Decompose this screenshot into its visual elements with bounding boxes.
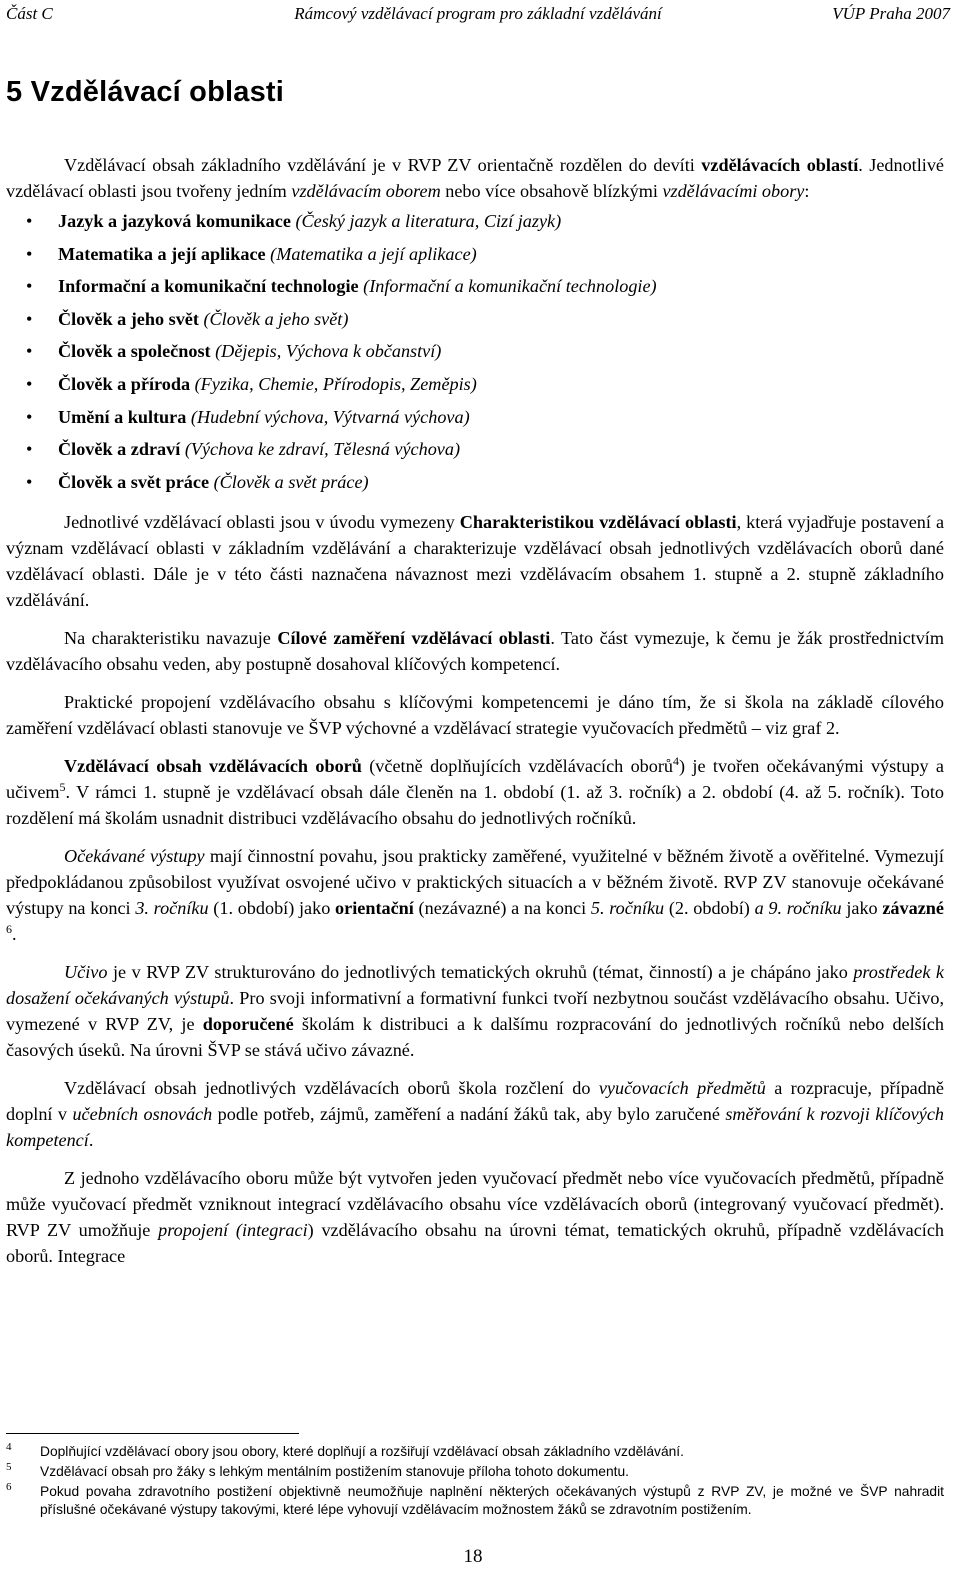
text-run: . V rámci 1. stupně je vzdělávací obsah dále členěn na 1. období (1. až 3. ročník) a 2. období (4. až 5. ročník). Toto rozdělení má školám usnadnit distribuci vzdělávacího obsahu do jednotlivých ročníků. [6,782,944,829]
list-item [6,241,944,274]
paragraph-expected-outcomes [6,843,944,947]
text-run: , která vyjadřuje postavení a význam vzdělávací oblasti v základním vzdělávání a charakterizuje vzdělávací obsah jednotlivých vzdělávacích oborů dané vzdělávací oblasti. Dále je v této části naznačena návaznost mezi vzdělávacím obsahem 1. stupně a 2. stupně základního vzdělávání. [6,512,945,611]
bold-term: závazné [882,898,944,919]
list-item [6,273,944,306]
footnote-ref[interactable]: 4 [673,754,680,769]
text-run: Jednotlivé vzdělávací oblasti jsou v úvodu vymezeny [64,512,460,533]
list-item [6,208,944,241]
list-item [6,306,944,339]
bold-term: orientační [335,898,414,919]
text-run: nebo více obsahově blízkými [440,181,663,201]
list-item [6,404,944,437]
text-run: . [12,924,17,945]
page-number: 18 [463,1546,483,1567]
area-name: Jazyk a jazyková komunikace [58,211,291,231]
area-fields: (Fyzika, Chemie, Přírodopis, Zeměpis) [190,373,477,394]
intro-paragraph [6,152,944,204]
footnote-number: 4 [6,1441,12,1453]
area-name: Umění a kultura [58,406,187,427]
text-run: (2. období) [664,898,755,919]
footnote-ref[interactable]: 6 [6,922,12,937]
list-item [6,469,944,502]
italic-term: propojení (integraci [158,1220,308,1241]
paragraph-integration [6,1165,944,1269]
area-name: Člověk a jeho svět [58,308,199,329]
footnote-text: Vzdělávací obsah pro žáky s lehkým mentálním postižením stanovuje příloha tohoto dokumentu. [40,1464,629,1479]
area-fields: (Informační a komunikační technologie) [358,276,657,297]
italic-term: 5. ročníku [590,898,665,919]
area-name: Informační a komunikační technologie [58,276,359,297]
body-text [6,152,944,1269]
footnote-text: Pokud povaha zdravotního postižení objektivně neumožňuje naplnění některých očekávaných výstupů z RVP ZV, je možné ve ŠVP nahradit příslušné očekávané výstupy takovými, které lépe vyhovují vzdělávacím možnostem žáků se zdravotním postižením. [40,1484,944,1517]
bold-term: Charakteristikou vzdělávací oblasti [459,512,737,533]
text-run: ) je tvořen očekávanými výstupy a učivem [6,756,945,803]
text-run: Na charakteristiku navazuje [64,628,278,649]
footnote [6,1483,944,1519]
italic-term: vyučovacích předmětů [598,1078,766,1099]
footnote-number: 6 [6,1481,12,1493]
text-run: . [88,1130,94,1151]
bold-term: Vzdělávací obsah vzdělávacích oborů [64,756,362,777]
area-name: Člověk a zdraví [58,439,181,460]
area-fields: (Výchova ke zdraví, Tělesná výchova) [180,439,461,460]
list-item [6,436,944,469]
text-run: . Pro svoji informativní a formativní funkci tvoří nezbytnou součást vzdělávacího obsahu. Učivo, vymezené v RVP ZV, je [6,988,944,1035]
text-run: . Jednotlivé vzdělávací oblasti jsou tvořeny jedním [6,155,944,201]
educational-areas-list [6,208,944,501]
area-name: Člověk a příroda [58,373,191,394]
text-run: Vzdělávací obsah základního vzdělávání je v RVP ZV orientačně rozdělen do devíti [64,155,702,175]
text-run: je v RVP ZV strukturováno do jednotlivých tematických okruhů (témat, činností) a je chápáno jako [107,962,854,983]
text-run: (včetně doplňujících vzdělávacích oborů [361,756,674,777]
bullet-icon: • [26,439,33,460]
italic-term: učebních osnovách [72,1104,213,1125]
section-heading: 5 Vzdělávací oblasti [6,76,285,108]
area-name: Matematika a její aplikace [58,243,266,264]
paragraph-strategies [6,689,944,741]
footnote-number: 5 [6,1461,12,1473]
header-publisher: VÚP Praha 2007 [832,4,950,23]
text-run: školám k distribuci a k dalšímu rozpracování do jednotlivých ročníků nebo delších časových úseků. Na úrovni ŠVP se stává učivo závazné. [6,1014,944,1061]
area-name: Člověk a svět práce [58,471,210,492]
footnote [6,1443,944,1461]
paragraph-curriculum [6,959,944,1063]
text-run: : [804,181,810,201]
bullet-icon: • [26,308,33,329]
text-run: Z jednoho vzdělávacího oboru může být vytvořen jeden vyučovací předmět nebo více vyučovacích předmětů, případně může vyučovací předmět vzniknout integrací vzdělávacího obsahu více vzdělávacích oborů (integrovaný vyučovací předmět). RVP ZV umožňuje [6,1168,944,1241]
bullet-icon: • [26,471,33,492]
footnote-text: Doplňující vzdělávací obory jsou obory, které doplňují a rozšiřují vzdělávací obsah základního vzdělávání. [40,1444,684,1459]
bullet-icon: • [26,406,33,427]
list-item [6,338,944,371]
area-fields: (Dějepis, Výchova k občanství) [210,341,442,362]
paragraph-educational-content [6,753,944,831]
text-run: Praktické propojení vzdělávacího obsahu s klíčovými kompetencemi je dáno tím, že si škola na základě cílového zaměření vzdělávací oblasti stanovuje ve ŠVP výchovné a vzdělávací strategie vyučovacích předmětů – viz graf 2. [6,692,944,739]
text-run: mají činnostní povahu, jsou prakticky zaměřené, využitelné v běžném životě a ověřitelné. Vymezují předpokládanou způsobilost využívat osvojené učivo v praktických situacích a v běžném životě. RVP ZV stanovuje očekávané výstupy na konci [6,846,944,919]
text-run: (nezávazné) a na konci [413,898,591,919]
area-fields: (Člověk a jeho svět) [198,308,349,329]
footnote [6,1463,944,1481]
bullet-icon: • [26,211,33,231]
area-name: Člověk a společnost [58,341,211,362]
bullet-icon: • [26,243,33,264]
italic-term: směřování k rozvoji klíčových kompetencí [6,1104,944,1151]
area-fields: (Hudební výchova, Výtvarná výchova) [186,406,470,427]
bold-term: Cílové zaměření vzdělávací oblasti [277,628,551,649]
text-run: Vzdělávací obsah jednotlivých vzdělávacích oborů škola rozčlení do [64,1078,599,1099]
area-fields: (Matematika a její aplikace) [265,243,477,264]
italic-term: vzdělávacími obory [662,181,805,201]
list-item [6,371,944,404]
italic-term: Učivo [64,962,108,983]
bullet-icon: • [26,276,33,297]
footnotes [6,1443,944,1521]
italic-term: vzdělávacím oborem [291,181,441,201]
italic-term: a 9. ročníku [754,898,842,919]
footnote-separator [6,1433,299,1434]
italic-term: Očekávané výstupy [64,846,205,867]
paragraph-characteristics [6,509,944,613]
text-run: . Tato část vymezuje, k čemu je žák prostřednictvím vzdělávacího obsahu veden, aby postupně dosahoval klíčových kompetencí. [6,628,944,675]
text-run: a rozpracuje, případně doplní v [6,1078,944,1125]
header-document-title: Rámcový vzdělávací program pro základní vzdělávání [294,4,662,23]
text-run: ) vzdělávacího obsahu na úrovni témat, tematických okruhů, případně vzdělávacích oborů. Integrace [6,1220,944,1267]
italic-term: prostředek k dosažení očekávaných výstupů [6,962,945,1009]
area-fields: (Český jazyk a literatura, Cizí jazyk) [290,211,562,231]
italic-term: 3. ročníku [135,898,209,919]
text-run: (1. období) jako [208,898,336,919]
footnote-ref[interactable]: 5 [59,780,66,795]
bold-term: vzdělávacích oblastí [701,155,859,175]
bold-term: doporučené [202,1014,294,1035]
header-part-label: Část C [6,4,53,23]
running-header [6,4,950,30]
text-run: jako [841,898,883,919]
paragraph-goals [6,625,944,677]
bullet-icon: • [26,341,33,362]
bullet-icon: • [26,373,33,394]
paragraph-subjects [6,1075,944,1153]
text-run: podle potřeb, zájmů, zaměření a nadání žáků tak, aby bylo zaručené [212,1104,726,1125]
area-fields: (Člověk a svět práce) [209,471,369,492]
